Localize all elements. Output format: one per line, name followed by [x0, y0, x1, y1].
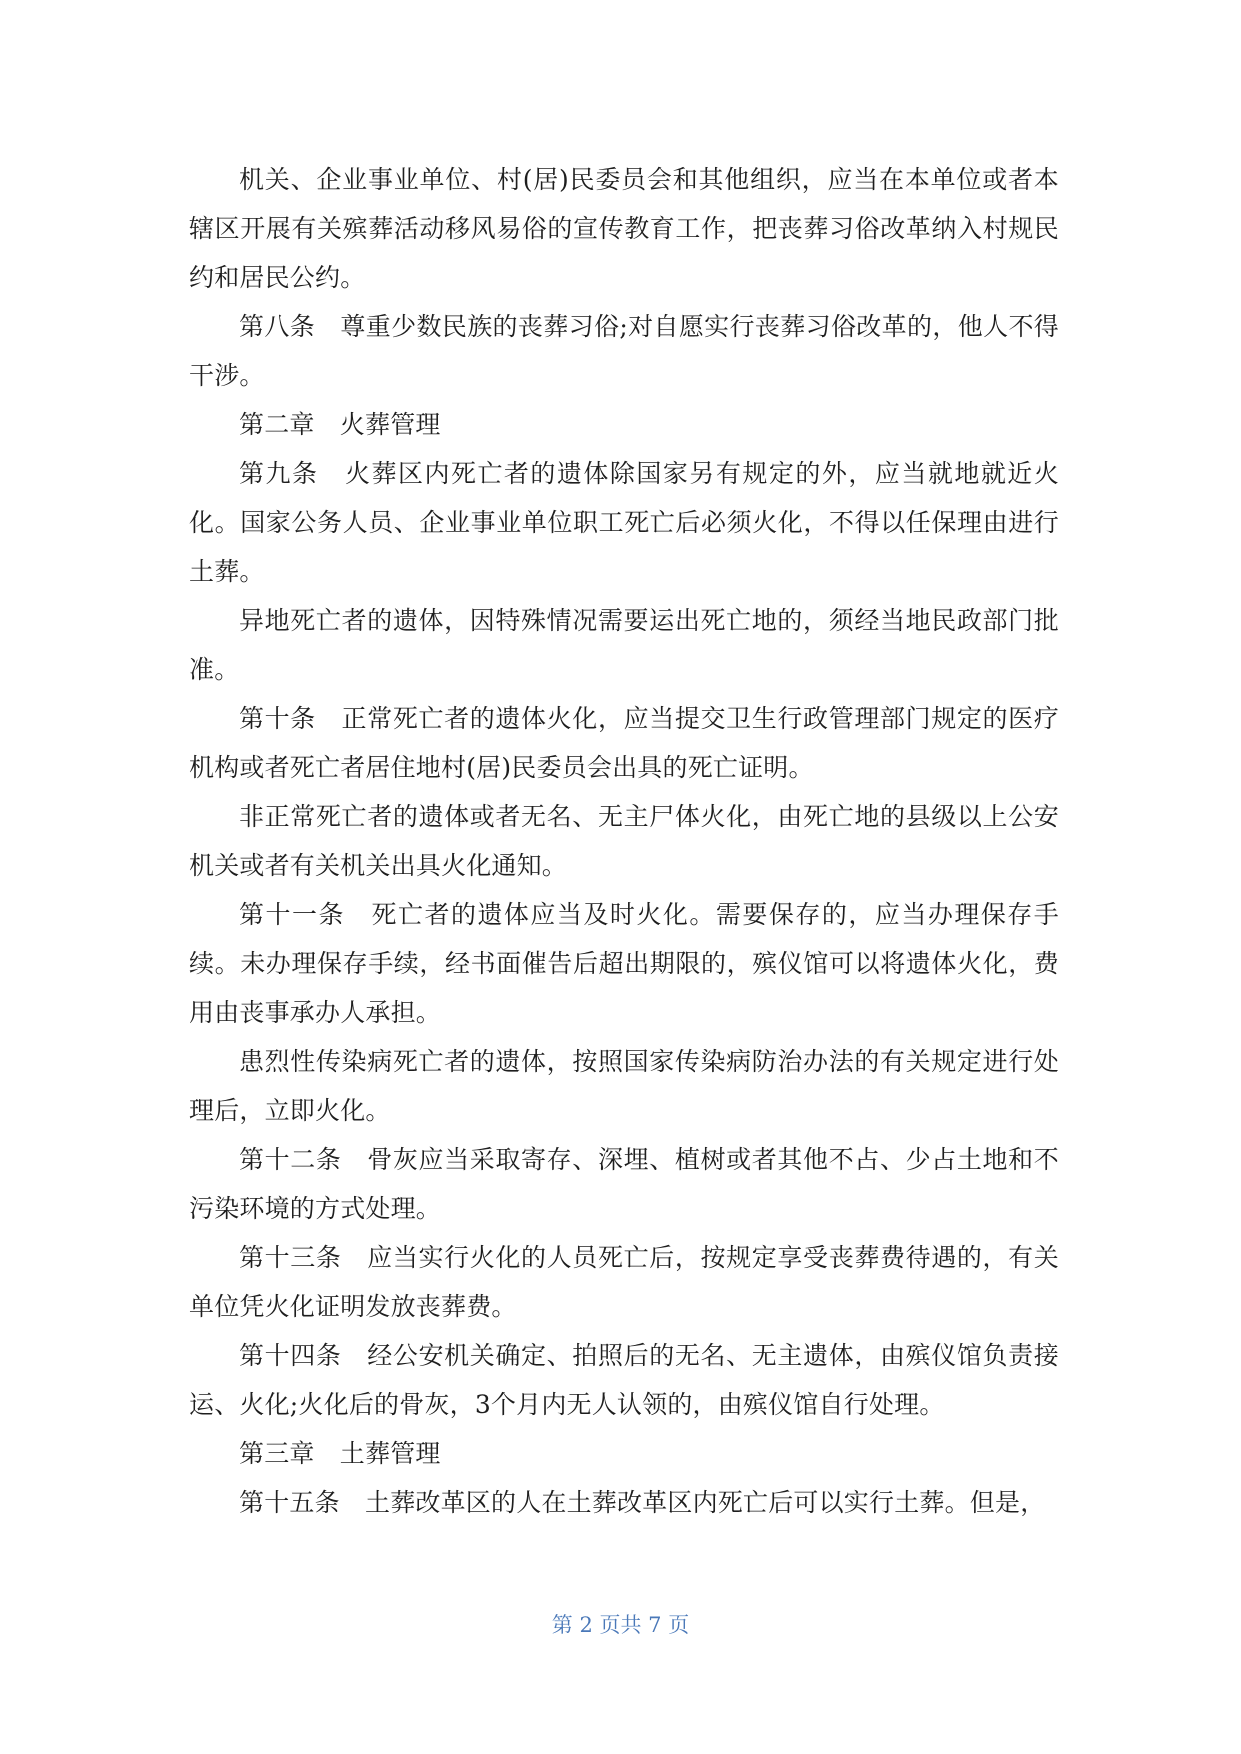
document-body: [189, 155, 1059, 1527]
paragraph: 第九条 火葬区内死亡者的遗体除国家另有规定的外，应当就地就近火化。国家公务人员、企业事业单位职工死亡后必须火化，不得以任保理由进行土葬。: [189, 459, 1059, 586]
paragraph: 第十五条 土葬改革区的人在土葬改革区内死亡后可以实行土葬。但是，: [239, 1488, 1046, 1517]
paragraph: 第十三条 应当实行火化的人员死亡后，按规定享受丧葬费待遇的，有关单位凭火化证明发放丧葬费。: [189, 1243, 1059, 1321]
chapter-heading: 第二章 火葬管理: [239, 410, 441, 439]
paragraph: 机关、企业事业单位、村(居)民委员会和其他组织，应当在本单位或者本辖区开展有关殡葬活动移风易俗的宣传教育工作，把丧葬习俗改革纳入村规民约和居民公约。: [189, 165, 1059, 292]
paragraph: 患烈性传染病死亡者的遗体，按照国家传染病防治办法的有关规定进行处理后，立即火化。: [189, 1047, 1059, 1125]
page-number-footer: 第 2 页共 7 页: [551, 1613, 690, 1637]
paragraph: 第八条 尊重少数民族的丧葬习俗;对自愿实行丧葬习俗改革的，他人不得干涉。: [189, 312, 1059, 390]
paragraph: 异地死亡者的遗体，因特殊情况需要运出死亡地的，须经当地民政部门批准。: [189, 606, 1059, 684]
paragraph: 第十二条 骨灰应当采取寄存、深埋、植树或者其他不占、少占土地和不污染环境的方式处理。: [189, 1145, 1059, 1223]
paragraph: 第十条 正常死亡者的遗体火化，应当提交卫生行政管理部门规定的医疗机构或者死亡者居住地村(居)民委员会出具的死亡证明。: [189, 704, 1059, 782]
paragraph: 非正常死亡者的遗体或者无名、无主尸体火化，由死亡地的县级以上公安机关或者有关机关出具火化通知。: [189, 802, 1059, 880]
chapter-heading: 第三章 土葬管理: [239, 1439, 441, 1468]
paragraph: 第十四条 经公安机关确定、拍照后的无名、无主遗体，由殡仪馆负责接运、火化;火化后的骨灰，3个月内无人认领的，由殡仪馆自行处理。: [189, 1341, 1059, 1419]
paragraph: 第十一条 死亡者的遗体应当及时火化。需要保存的，应当办理保存手续。未办理保存手续，经书面催告后超出期限的，殡仪馆可以将遗体火化，费用由丧事承办人承担。: [189, 900, 1059, 1027]
